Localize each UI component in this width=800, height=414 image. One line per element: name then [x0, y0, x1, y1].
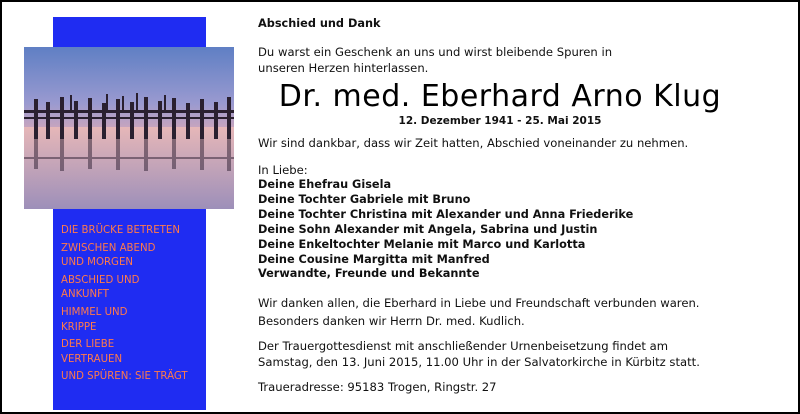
poem-line: DER LIEBE [61, 339, 115, 351]
poem-stanza [61, 338, 201, 367]
poem-line: DIE BRÜCKE BETRETEN [61, 225, 180, 236]
poem-stanza [61, 274, 201, 303]
deceased-name: Dr. med. Eberhard Arno Klug [278, 79, 722, 114]
poem-line: ZWISCHEN ABEND [61, 242, 156, 254]
intro-text [258, 44, 778, 76]
family-member: Deine Cousine Margitta mit Manfred [258, 252, 490, 266]
family-member: Deine Tochter Gabriele mit Bruno [258, 192, 471, 206]
poem-line: KRIPPE [61, 321, 97, 333]
gratitude-text: Wir sind dankbar, dass wir Zeit hatten, Abschied voneinander zu nehmen. [258, 136, 689, 150]
thanks-line: Besonders danken wir Herrn Dr. med. Kudlich. [258, 314, 525, 328]
family-member: Deine Sohn Alexander mit Angela, Sabrina und Justin [258, 222, 598, 236]
family-member: Deine Ehefrau Gisela [258, 178, 392, 191]
thanks-line: Wir danken allen, die Eberhard in Liebe und Freundschaft verbunden waren. [258, 296, 700, 310]
family-member: Verwandte, Freunde und Bekannte [258, 267, 480, 281]
thanks-text [258, 294, 778, 330]
poem-line: UND MORGEN [61, 257, 133, 269]
poem-stanza [61, 242, 201, 271]
in-love-label: In Liebe: [258, 163, 308, 177]
family-member: Deine Enkeltochter Melanie mit Marco und Karlotta [258, 237, 586, 251]
intro-line: unseren Herzen hinterlassen. [258, 61, 429, 75]
intro-line: Du warst ein Geschenk an uns und wirst bleibende Spuren in [258, 45, 613, 59]
life-dates: 12. Dezember 1941 - 25. Mai 2015 [398, 115, 602, 127]
poem-line: VERTRAUEN [61, 353, 123, 365]
bridge-sunset-photo [24, 47, 234, 209]
poem-line: HIMMEL UND [61, 306, 128, 318]
poem-line: ABSCHIED UND [61, 274, 140, 286]
poem [61, 224, 201, 388]
service-text [258, 339, 778, 370]
family-member: Deine Tochter Christina mit Alexander und Anna Friederike [258, 207, 634, 221]
heading-farewell: Abschied und Dank [258, 17, 381, 30]
family-list [258, 178, 778, 282]
poem-stanza [61, 224, 201, 239]
service-line: Samstag, den 13. Juni 2015, 11.00 Uhr in der Salvatorkirche in Kürbitz statt. [258, 354, 700, 369]
mourning-address: Traueradresse: 95183 Trogen, Ringstr. 27 [258, 380, 497, 394]
poem-stanza [61, 306, 201, 335]
poem-line: ANKUNFT [61, 289, 109, 301]
service-line: Der Trauergottesdienst mit anschließender Urnenbeisetzung findet am [258, 339, 669, 353]
poem-stanza [61, 370, 201, 385]
poem-line: UND SPÜREN: SIE TRÄGT [61, 371, 188, 383]
